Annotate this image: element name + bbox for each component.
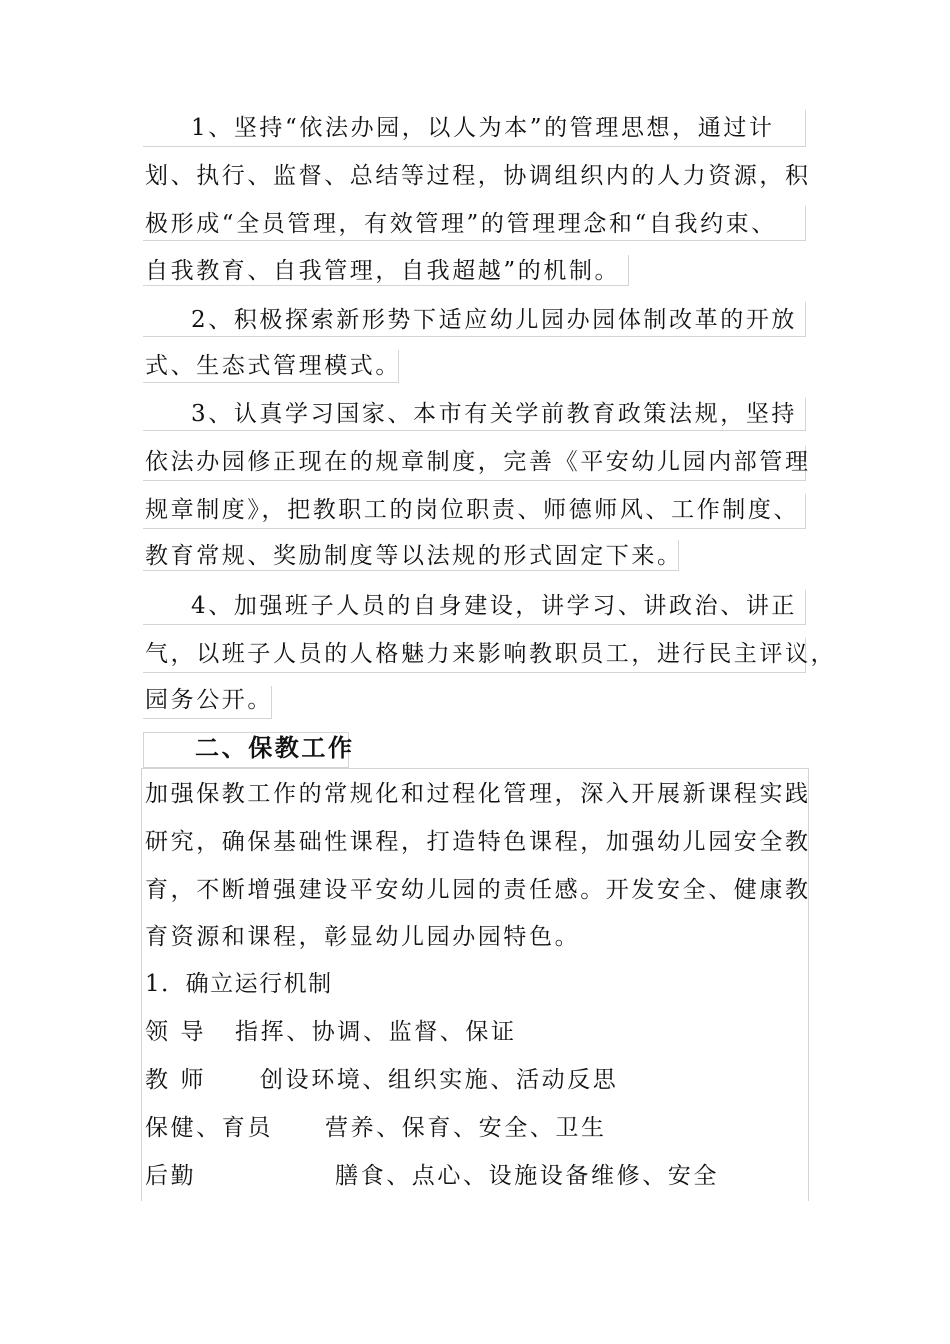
paragraph-5-line: 育，不断增强建设平安幼儿园的责任感。开发安全、健康教 <box>145 877 811 903</box>
role-duty: 指挥、协调、监督、保证 <box>235 1019 517 1045</box>
paragraph-3-line: 规章制度》，把教职工的岗位职责、师德师风、工作制度、 <box>145 497 800 523</box>
role-duty: 膳食、点心、设施设备维修、安全 <box>335 1163 719 1189</box>
subheading: 1．确立运行机制 <box>145 971 333 997</box>
paragraph-5-line: 育资源和课程，彰显幼儿园办园特色。 <box>145 924 581 950</box>
paragraph-1-line: 1、坚持“依法办园，以人为本”的管理思想，通过计 <box>191 115 775 141</box>
role-row <box>145 1056 619 1104</box>
paragraph-1-line: 划、执行、监督、总结等过程，协调组织内的人力资源，积 <box>145 163 811 189</box>
paragraph-3-line: 教育常规、奖励制度等以法规的形式固定下来。 <box>145 543 683 569</box>
role-name: 后勤 <box>145 1163 197 1189</box>
paragraph-5-line: 加强保教工作的常规化和过程化管理，深入开展新课程实践 <box>145 781 811 807</box>
paragraph-1-line: 自我教育、自我管理，自我超越”的机制。 <box>145 258 621 284</box>
role-duty: 营养、保育、安全、卫生 <box>325 1115 607 1141</box>
paragraph-2-line: 2、积极探索新形势下适应幼儿园办园体制改革的开放 <box>191 307 798 333</box>
role-name: 教 师 <box>145 1067 207 1093</box>
role-row <box>145 1104 607 1152</box>
paragraph-3-line: 3、认真学习国家、本市有关学前教育政策法规，坚持 <box>191 401 798 427</box>
paragraph-5-line: 研究，确保基础性课程，打造特色课程，加强幼儿园安全教 <box>145 829 811 855</box>
section-heading: 二、保教工作 <box>195 733 355 762</box>
role-row <box>145 1152 719 1200</box>
paragraph-4-line: 气，以班子人员的人格魅力来影响教职员工，进行民主评议， <box>145 641 837 667</box>
role-name: 领 导 <box>145 1019 207 1045</box>
paragraph-1-line: 极形成“全员管理，有效管理”的管理理念和“自我约束、 <box>145 211 777 237</box>
role-name: 保健、育员 <box>145 1115 273 1141</box>
paragraph-4-line: 4、加强班子人员的自身建设，讲学习、讲政治、讲正 <box>191 593 798 619</box>
paragraph-3-line: 依法办园修正现在的规章制度，完善《平安幼儿园内部管理 <box>145 449 811 475</box>
role-duty: 创设环境、组织实施、活动反思 <box>260 1067 619 1093</box>
paragraph-4-line: 园务公开。 <box>145 687 273 713</box>
paragraph-2-line: 式、生态式管理模式。 <box>145 353 401 379</box>
role-row <box>145 1008 517 1056</box>
